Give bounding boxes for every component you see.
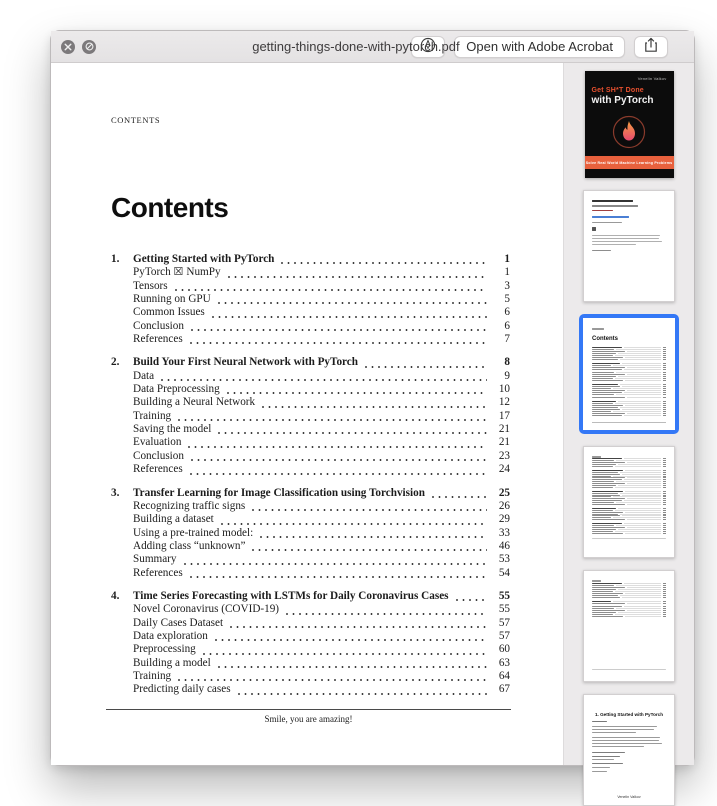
toc-entry-label: Summary [133,553,177,566]
toc-entry-page: 57 [498,616,510,629]
share-icon [644,37,658,56]
dot-leader [218,432,487,434]
thumbnail-chapter-1-page[interactable] [583,694,675,806]
toc-entry-page: 1 [504,253,510,265]
open-with-acrobat-button[interactable]: Open with Adobe Acrobat [454,36,625,58]
toc-entry-label: Recognizing traffic signs [133,499,246,512]
toc-entry-page: 57 [498,629,510,642]
dot-leader [161,379,487,381]
dot-leader [188,446,487,448]
dot-leader [203,653,487,655]
toc-entry-page: 55 [498,589,510,602]
toc-sub-entry[interactable] [111,436,510,449]
toc-sub-entry[interactable] [111,463,510,476]
dot-leader [178,679,487,681]
dot-leader [286,613,487,615]
toc-sub-entry[interactable] [111,500,510,513]
toc-entry-label: Training [133,409,172,422]
titlebar [51,31,694,63]
toc-sub-entry[interactable] [111,333,510,346]
window-title: getting-things-done-with-pytorch.pdf [252,39,460,54]
toc-sub-entry[interactable] [111,266,510,279]
toc-entry-label: Evaluation [133,436,182,449]
prohibit-icon [85,42,94,51]
toc-entry-label: Data exploration [133,629,208,642]
toc-entry-label: Building a model [133,656,211,669]
cover-banner: Solve Real World Machine Learning Problems [585,156,674,169]
toc-sub-entry[interactable] [111,423,510,436]
toc-entry-page: 23 [498,449,510,462]
toc-section-4 [111,590,510,697]
toc-entry-page: 8 [504,356,510,369]
toc-entry-page: 7 [504,333,510,346]
preview-window [50,30,695,799]
page-footer [106,709,511,724]
toc-entry-page: 25 [498,486,510,499]
close-icon [64,43,72,51]
thumbnail-toc-page-3[interactable] [583,570,675,682]
dot-leader [456,599,487,601]
dot-leader [178,419,487,421]
toc-sub-entry[interactable] [111,643,510,656]
toc-entry-page: 67 [498,683,510,696]
toc-entry-page: 12 [498,396,510,409]
toc-entry-label: Transfer Learning for Image Classification using Torchvision [133,486,425,499]
toc-entry-label: Tensors [133,279,168,292]
toc-sub-entry[interactable] [111,513,510,526]
dot-leader [191,329,487,331]
toc-entry-label: Conclusion [133,449,184,462]
dot-leader [191,459,487,461]
toc-entry-page: 64 [498,669,510,682]
toc-entry-label: Saving the model [133,423,212,436]
toc-entry-number: 3. [111,486,120,499]
toc-entry-number: 4. [111,589,120,602]
toc-entry-page: 63 [498,656,510,669]
table-of-contents [111,253,510,697]
cover-author: Venelin Valkov [637,76,667,81]
toc-sub-entry[interactable] [111,410,510,423]
toc-sub-entry[interactable] [111,657,510,670]
pdf-page [51,63,564,765]
toc-sub-entry[interactable] [111,527,510,540]
thumbnail-cover[interactable] [585,71,674,178]
dot-leader [212,316,487,318]
thumbnail-toc-page-2[interactable] [583,446,675,558]
toc-sub-entry[interactable] [111,306,510,319]
toc-sub-entry[interactable] [111,553,510,566]
toc-entry-label: Data Preprocessing [133,383,220,396]
toc-entry-label: Build Your First Neural Network with PyTorch [133,356,358,369]
toc-entry-page: 46 [498,539,510,552]
thumbnail-contents-page-selected[interactable] [579,314,679,434]
toc-entry-label: Novel Coronavirus (COVID-19) [133,603,280,616]
toc-sub-entry[interactable] [111,567,510,580]
toc-entry-label: PyTorch ☒ NumPy [133,266,221,279]
toc-entry-page: 5 [504,293,510,306]
toc-entry-label: Building a Neural Network [133,396,256,409]
cover-title-line1: Get SH*T Done [591,87,644,94]
toc-section-3 [111,487,510,580]
thumbnail-title-page[interactable] [583,190,675,302]
toc-entry-page: 53 [498,553,510,566]
share-button[interactable] [634,36,668,58]
dot-leader [262,406,487,408]
dot-leader [190,342,487,344]
thumbnail-sidebar [564,63,694,799]
dot-leader [190,576,487,578]
toc-sub-entry[interactable] [111,450,510,463]
toc-entry-label: Getting Started with PyTorch [133,253,275,265]
dot-leader [218,302,487,304]
toc-chapter-entry[interactable] [111,487,510,500]
toc-entry-page: 60 [498,643,510,656]
dot-leader [190,473,487,475]
toc-entry-page: 33 [498,526,510,539]
dot-leader [252,549,487,551]
dot-leader [432,496,487,498]
toc-entry-label: Running on GPU [133,293,211,306]
close-button[interactable] [61,40,75,54]
toc-entry-label: Daily Cases Dataset [133,616,224,629]
toc-entry-number: 1. [111,253,120,265]
dot-leader [228,276,487,278]
toc-entry-page: 17 [498,409,510,422]
toc-sub-entry[interactable] [111,396,510,409]
toc-entry-page: 10 [498,383,510,396]
toc-entry-label: Using a pre-trained model: [133,526,254,539]
toc-entry-page: 26 [498,499,510,512]
footer-quote: Smile, you are amazing! [264,713,353,724]
toc-entry-label: References [133,566,183,579]
toc-entry-label: References [133,333,183,346]
toc-entry-label: Time Series Forecasting with LSTMs for Daily Coronavirus Cases [133,589,449,602]
toc-entry-label: Data [133,369,155,382]
dot-leader [218,666,487,668]
toc-entry-label: Predicting daily cases [133,683,231,696]
toc-chapter-entry[interactable] [111,356,510,369]
toc-entry-page: 21 [498,436,510,449]
toc-entry-page: 29 [498,513,510,526]
toc-sub-entry[interactable] [111,603,510,616]
toc-sub-entry[interactable] [111,370,510,383]
dot-leader [227,392,487,394]
toc-entry-page: 6 [504,319,510,332]
toc-section-1 [111,253,510,346]
thumb-chapter-footer: Venelin Valkov [617,795,641,799]
toc-entry-page: 54 [498,566,510,579]
toc-sub-entry[interactable] [111,630,510,643]
toc-sub-entry[interactable] [111,670,510,683]
dot-leader [281,262,487,264]
toc-sub-entry[interactable] [111,540,510,553]
toc-sub-entry[interactable] [111,683,510,696]
toc-sub-entry[interactable] [111,293,510,306]
toc-entry-label: Preprocessing [133,643,196,656]
flame-icon [612,115,646,154]
toc-entry-label: Conclusion [133,319,184,332]
toc-entry-page: 9 [504,369,510,382]
dot-leader [238,693,487,695]
toc-entry-page: 3 [504,279,510,292]
dot-leader [252,509,487,511]
toc-entry-label: References [133,463,183,476]
dot-leader [215,639,487,641]
toc-entry-label: Building a dataset [133,513,214,526]
footer-rule [106,709,511,710]
dot-leader [260,536,487,538]
toc-sub-entry[interactable] [111,383,510,396]
cover-title-line2: with PyTorch [591,95,654,106]
dot-leader [221,523,487,525]
toc-entry-page: 1 [504,266,510,279]
page-title: Contents [111,192,229,223]
toc-chapter-entry[interactable] [111,253,510,266]
toc-chapter-entry[interactable] [111,590,510,603]
dot-leader [230,626,487,628]
prohibit-button[interactable] [82,40,96,54]
thumb-chapter-heading: 1. Getting Started with PyTorch [594,712,664,717]
dot-leader [365,366,487,368]
toc-sub-entry[interactable] [111,617,510,630]
toc-entry-number: 2. [111,356,120,369]
thumb-contents-heading: Contents [592,335,618,342]
toc-entry-page: 55 [498,603,510,616]
toc-entry-label: Training [133,669,172,682]
toc-sub-entry[interactable] [111,280,510,293]
toc-entry-page: 24 [498,463,510,476]
toc-entry-label: Adding class “unknown” [133,539,246,552]
running-header: CONTENTS [111,115,161,125]
dot-leader [184,563,487,565]
toc-entry-label: Common Issues [133,306,205,319]
toc-sub-entry[interactable] [111,320,510,333]
toc-entry-page: 6 [504,306,510,319]
toc-section-2 [111,356,510,476]
toc-entry-page: 21 [498,423,510,436]
dot-leader [175,289,487,291]
